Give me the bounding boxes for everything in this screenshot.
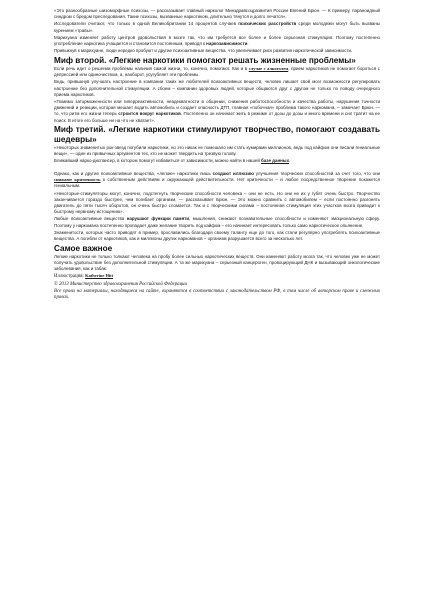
paragraph-brun-quote-rhythm: [54, 99, 380, 124]
emphasis-life-around-drugs: строится вокруг наркотиков: [118, 111, 181, 117]
paragraph-celebrities: Знаменитости, которых часто приводят в пример, прославились благодаря своему таланту еще до того, как стали регулярно употреблять психоактивные вещества. А погибли от наркотиков, как и миллионы других наркоманов – организм разрушается всего за несколько лет.: [54, 229, 380, 241]
illustration-author-link[interactable]: Katherine Hitt: [85, 273, 114, 279]
heading-myth-three: Миф третий. «Легкие наркотики стимулируют творчество, помогают создавать шедевры»: [54, 125, 380, 144]
text-fragment: .: [247, 40, 249, 46]
text-fragment: к собственным действиям и окружающей действительности. Нет критичности – и любое посредственное творение покажется гениальным.: [54, 177, 380, 189]
link-database[interactable]: базе данных: [261, 158, 290, 164]
text-fragment: «Помимо заторможенности или гиперреактивности, неадекватности в общении, снижения работоспособности и качества работы, нарушения точности движений и реакции, которая мешает водить автомобиль и создает опасность ДТП, главная «побочная» проблема такого наркомана, – замечает Брюн. — то, что ритм его жизни теперь: [54, 99, 380, 117]
paragraph-quote-psychoses: «Это разнообразные шизоморфные психозы, — рассказывает главный нарколог Минздравсоцразвития России Евгений Брюн. — К примеру, параноидный синдром с бредом преследования. Такие психозы, вызванные наркотиком, длительно тянутся и долго лечатся».: [54, 8, 380, 20]
link-addiction[interactable]: наркозависимости: [206, 40, 248, 46]
paragraph-creativity-illusion: [54, 171, 380, 189]
text-fragment: Марихуана изменяет работу центров удовольствия в мозге так, что им требуется все более и более серьезная стимуляция. Поэтому постепенно употребление наркотика учащается и становится постоянным, приводя к: [54, 34, 380, 46]
article-footer: [54, 273, 380, 301]
paragraph-uk-research: [54, 21, 380, 33]
emphasis-create-illusion: создают иллюзию: [212, 171, 254, 177]
paragraph-other-substances: Привыкнув к марихуане, люди нередко пробуют и другие психоактивные вещества, что увеличивает риск развития наркотической зависимости.: [54, 48, 353, 54]
paragraph-stimulants-quote: «Некоторые-стимуляторы могут, конечно, подстегнуть творческие способности человека – они не есть. Но они не их у губят очень быстро. Творчество заканчивается гораздо быстрее, чем погибает организм, — рассказывает Брюн. — Это можно сравнить с автомобилем – если постоянно разгонять двигатель до пяти тысяч оборотов, он очень быстро сломается. Так и с творческими силами – постоянная стимуляция этих участков мозга приводит к быстрому нервному истощению».: [54, 190, 380, 215]
illustration-label: Иллюстрация:: [54, 274, 86, 280]
link-reduce-criticality[interactable]: снижают критичность: [54, 177, 101, 183]
paragraph-dispensary-search: [54, 158, 380, 164]
link-mental-disorders[interactable]: психических расстройств: [238, 21, 297, 27]
link-alcohol-case[interactable]: случае с алкоголем: [248, 66, 289, 72]
text-fragment: улучшения творческих способностей за счет того, что они: [253, 171, 381, 177]
text-fragment: . Постепенно он начинает жить в режиме от дозы до дозы и много времени и сил тратит на ее поиск. В итоге его больше ни на что не хватает».: [54, 111, 380, 123]
text-fragment: , мышления, снижают познавательные способности и изменяют эмоциональную сферу. Поэтому у наркомана постепенно пропадает даже желание творить под кайфом – его начинает интересовать только само наркотическое опьянение.: [54, 216, 381, 228]
text-fragment: .: [289, 158, 291, 164]
text-fragment: Исследователи считают, что только в одной Великобритании 14 процентов случаев: [54, 21, 239, 27]
heading-most-important: Самое важное: [54, 243, 113, 253]
text-fragment: Если речь идет о решении проблемы наличия самой жизни, то, конечно, помогают. Как и в: [54, 66, 249, 72]
rights-notice: Все права на материалы, находящиеся на сайте, охраняются в соответствии с законодательством РФ, в том числе об авторском праве и смежных правах.: [54, 288, 380, 301]
illustration-credit: [54, 273, 380, 280]
text-fragment: среди молодежи могут быть вызваны курением «травы».: [54, 21, 381, 33]
paragraph-memory-functions: [54, 216, 380, 228]
heading-myth-two: Миф второй. «Легкие наркотики помогают решать жизненные проблемы»: [54, 55, 356, 65]
text-fragment: Ближайший нарко-диспансер, в котором помогут избавиться от зависимости, можно найти в нашей: [54, 158, 262, 164]
paragraph-problem-solving: [54, 66, 380, 78]
emphasis-memory-functions: нарушают функции памяти: [126, 216, 190, 222]
paragraph-pleasure-centers: [54, 35, 380, 47]
paragraph-mood-regulation: Ведь, привыкнув улучшать настроение в компании таких же любителей психоактивных веществ, человек лишает свой мозг возможности регулировать настроение без дополнительной стимуляции. А сбоем – компании здоровых людей, которые общаются друг с другом не только по поводу очередного приема наркотиков.: [54, 79, 380, 97]
text-fragment: Однако, как и другие психоактивные вещества, «легкие» наркотики лишь: [54, 171, 213, 177]
text-fragment: , прием наркотиков не помогает бороться с депрессией или одиночеством, а, наоборот, усугубляет эти проблемы.: [54, 66, 380, 78]
paragraph-summary: Легкие наркотики не только толкают человека на пробу более сильных наркотических веществ. Они изменяют работу мозга так, что человек уже не может получать удовольствие без дополнительной стимуляции. А та же марихуана – серьезный канцероген, провоцирующий ДНК и вызывающий онкологические заболевания, как и табак.: [54, 253, 380, 272]
paragraph-rock-stars: «Некоторых знаменитых рок-звезд погубили наркотики, но это никак не помешало им стать кумирами миллионов, ведь под кайфом они писали гениальные вещи», — один из привычных аргументов тех, кто не может твердить на трезвую голову.: [54, 144, 380, 157]
copyright-notice: © 2013 Министерство здравоохранения Российской Федерации: [54, 281, 187, 287]
text-fragment: Любые психоактивные вещества: [54, 216, 127, 222]
